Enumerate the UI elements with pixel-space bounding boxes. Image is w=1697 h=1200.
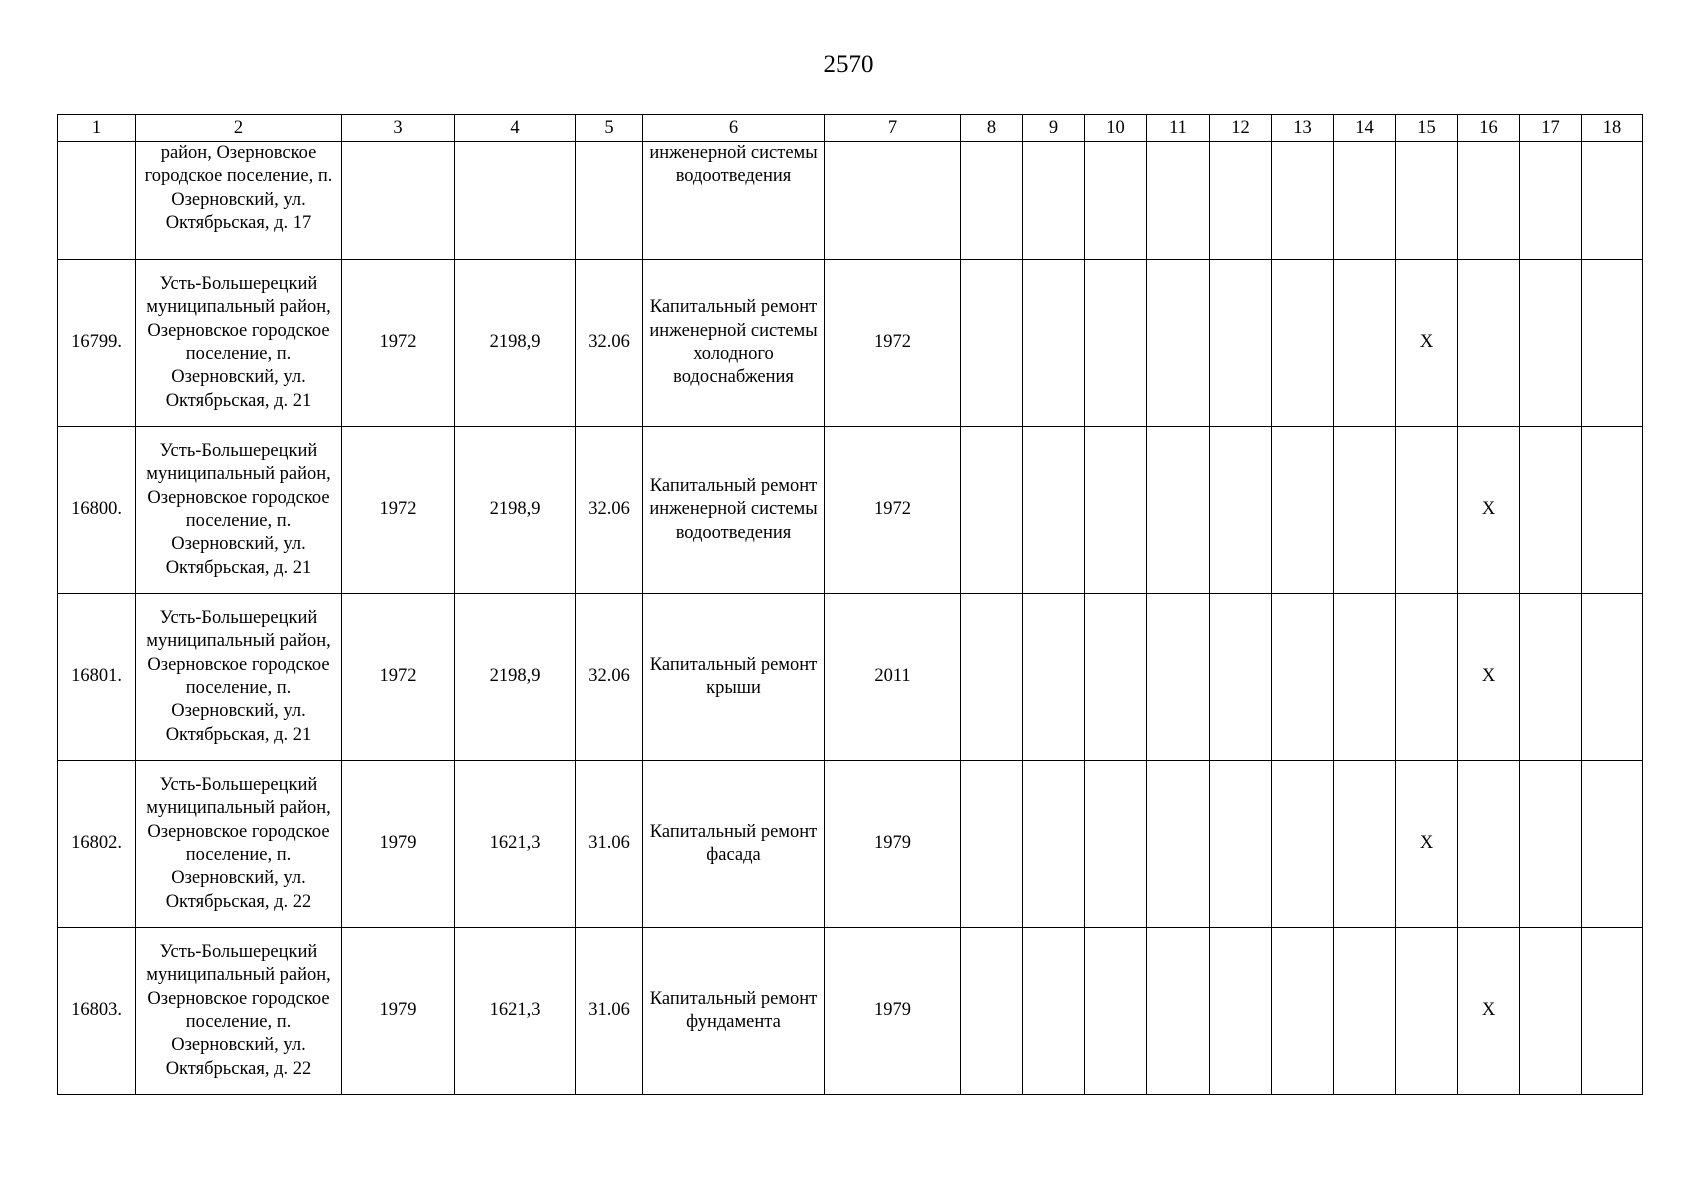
cell-mark	[1582, 260, 1643, 427]
cell-mark	[1334, 594, 1396, 761]
cell-mark	[1520, 761, 1582, 928]
cell-address: Усть-Большерецкий муниципальный район, Озерновское городское поселение, п. Озерновский, ул. Октябрьская, д. 21	[136, 427, 342, 594]
cell-year: 1972	[342, 594, 455, 761]
cell-mark	[1396, 928, 1458, 1095]
cell-mark	[1147, 142, 1210, 260]
cell-mark: X	[1396, 761, 1458, 928]
cell-work: инженерной системы водоотведения	[643, 142, 825, 260]
cell-mark	[1210, 594, 1272, 761]
cell-mark	[1147, 260, 1210, 427]
cell-mark	[1210, 142, 1272, 260]
cell-mark	[961, 142, 1023, 260]
column-header: 16	[1458, 115, 1520, 142]
table-row	[58, 928, 1643, 1095]
cell-address: Усть-Большерецкий муниципальный район, Озерновское городское поселение, п. Озерновский, ул. Октябрьская, д. 21	[136, 260, 342, 427]
cell-last-repair: 1972	[825, 427, 961, 594]
cell-address: Усть-Большерецкий муниципальный район, Озерновское городское поселение, п. Озерновский, ул. Октябрьская, д. 22	[136, 761, 342, 928]
cell-mark	[1210, 928, 1272, 1095]
cell-last-repair: 1979	[825, 928, 961, 1095]
cell-mark	[1210, 761, 1272, 928]
cell-mark	[1023, 928, 1085, 1095]
cell-mark	[1272, 427, 1334, 594]
cell-mark	[1458, 142, 1520, 260]
cell-mark	[1023, 761, 1085, 928]
cell-code: 31.06	[576, 761, 643, 928]
cell-mark	[1582, 142, 1643, 260]
cell-mark	[1210, 260, 1272, 427]
cell-work: Капитальный ремонт инженерной системы холодного водоснабжения	[643, 260, 825, 427]
cell-mark	[1458, 761, 1520, 928]
cell-mark	[1085, 427, 1147, 594]
cell-area: 1621,3	[455, 928, 576, 1095]
column-header: 8	[961, 115, 1023, 142]
cell-mark	[1272, 761, 1334, 928]
cell-code: 32.06	[576, 594, 643, 761]
cell-area: 2198,9	[455, 427, 576, 594]
cell-number: 16801.	[58, 594, 136, 761]
column-header: 5	[576, 115, 643, 142]
column-header: 4	[455, 115, 576, 142]
column-header: 7	[825, 115, 961, 142]
cell-mark	[1147, 928, 1210, 1095]
cell-mark	[1272, 594, 1334, 761]
table-row	[58, 260, 1643, 427]
cell-mark	[961, 260, 1023, 427]
table-row	[58, 761, 1643, 928]
cell-year: 1972	[342, 427, 455, 594]
column-number-header-row	[58, 115, 1643, 142]
cell-last-repair: 2011	[825, 594, 961, 761]
cell-mark	[1334, 427, 1396, 594]
cell-area: 2198,9	[455, 260, 576, 427]
table-row	[58, 427, 1643, 594]
cell-mark	[961, 928, 1023, 1095]
cell-mark	[1085, 142, 1147, 260]
cell-work: Капитальный ремонт фасада	[643, 761, 825, 928]
cell-mark	[1023, 260, 1085, 427]
column-header: 17	[1520, 115, 1582, 142]
cell-number: 16800.	[58, 427, 136, 594]
cell-code: 31.06	[576, 928, 643, 1095]
column-header: 13	[1272, 115, 1334, 142]
cell-mark	[1272, 260, 1334, 427]
cell-mark	[1582, 928, 1643, 1095]
cell-mark	[1334, 928, 1396, 1095]
continuation-row	[58, 142, 1643, 260]
cell-mark	[1520, 928, 1582, 1095]
cell-year: 1972	[342, 260, 455, 427]
cell-mark	[1272, 928, 1334, 1095]
cell-mark	[1085, 260, 1147, 427]
cell-address: район, Озерновское городское поселение, п. Озерновский, ул. Октябрьская, д. 17	[136, 142, 342, 260]
cell-mark	[1023, 427, 1085, 594]
cell-mark	[1396, 594, 1458, 761]
cell-mark	[1272, 142, 1334, 260]
cell-mark	[1085, 928, 1147, 1095]
cell-mark: X	[1396, 260, 1458, 427]
cell-mark: X	[1458, 594, 1520, 761]
cell-mark	[1520, 260, 1582, 427]
cell-mark	[1458, 260, 1520, 427]
column-header: 9	[1023, 115, 1085, 142]
column-header: 3	[342, 115, 455, 142]
cell-last-repair	[825, 142, 961, 260]
cell-mark	[1085, 594, 1147, 761]
cell-year: 1979	[342, 928, 455, 1095]
cell-number: 16803.	[58, 928, 136, 1095]
cell-mark	[1210, 427, 1272, 594]
cell-number: 16802.	[58, 761, 136, 928]
column-header: 11	[1147, 115, 1210, 142]
cell-last-repair: 1972	[825, 260, 961, 427]
cell-mark	[961, 761, 1023, 928]
cell-year	[342, 142, 455, 260]
cell-mark	[961, 594, 1023, 761]
cell-area: 1621,3	[455, 761, 576, 928]
cell-mark	[1396, 142, 1458, 260]
cell-code: 32.06	[576, 260, 643, 427]
cell-work: Капитальный ремонт фундамента	[643, 928, 825, 1095]
cell-work: Капитальный ремонт инженерной системы водоотведения	[643, 427, 825, 594]
table-row	[58, 594, 1643, 761]
cell-mark	[1582, 761, 1643, 928]
cell-mark	[1520, 427, 1582, 594]
cell-mark: X	[1458, 427, 1520, 594]
cell-number	[58, 142, 136, 260]
cell-address: Усть-Большерецкий муниципальный район, Озерновское городское поселение, п. Озерновский, ул. Октябрьская, д. 22	[136, 928, 342, 1095]
cell-mark	[1023, 594, 1085, 761]
cell-number: 16799.	[58, 260, 136, 427]
cell-mark	[1334, 142, 1396, 260]
cell-mark	[1334, 260, 1396, 427]
cell-mark	[1582, 427, 1643, 594]
cell-mark	[1396, 427, 1458, 594]
column-header: 1	[58, 115, 136, 142]
cell-area: 2198,9	[455, 594, 576, 761]
cell-mark	[1147, 427, 1210, 594]
cell-work: Капитальный ремонт крыши	[643, 594, 825, 761]
cell-mark	[1520, 142, 1582, 260]
cell-year: 1979	[342, 761, 455, 928]
cell-address: Усть-Большерецкий муниципальный район, Озерновское городское поселение, п. Озерновский, ул. Октябрьская, д. 21	[136, 594, 342, 761]
page-number: 2570	[823, 51, 874, 78]
cell-mark	[1023, 142, 1085, 260]
cell-mark	[1334, 761, 1396, 928]
cell-mark	[1582, 594, 1643, 761]
column-header: 12	[1210, 115, 1272, 142]
column-header: 15	[1396, 115, 1458, 142]
cell-mark	[1147, 594, 1210, 761]
cell-mark	[1520, 594, 1582, 761]
register-table	[57, 114, 1643, 1095]
cell-mark	[961, 427, 1023, 594]
column-header: 10	[1085, 115, 1147, 142]
cell-code: 32.06	[576, 427, 643, 594]
cell-code	[576, 142, 643, 260]
column-header: 6	[643, 115, 825, 142]
column-header: 18	[1582, 115, 1643, 142]
cell-last-repair: 1979	[825, 761, 961, 928]
column-header: 2	[136, 115, 342, 142]
cell-area	[455, 142, 576, 260]
cell-mark	[1147, 761, 1210, 928]
cell-mark: X	[1458, 928, 1520, 1095]
cell-mark	[1085, 761, 1147, 928]
column-header: 14	[1334, 115, 1396, 142]
